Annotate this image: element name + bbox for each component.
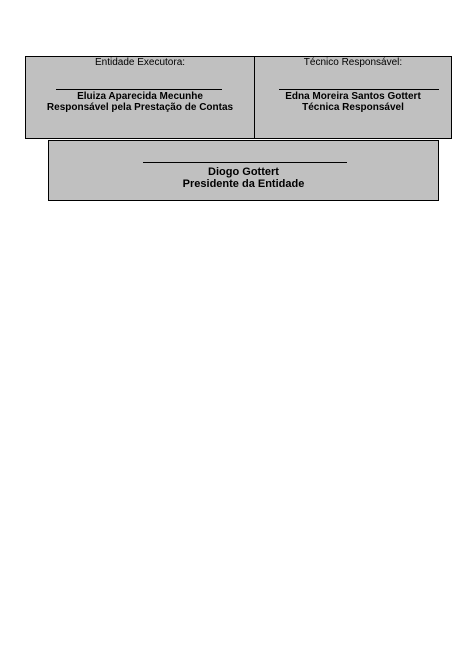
executor-role: Responsável pela Prestação de Contas — [46, 102, 234, 113]
technician-signature-box — [254, 56, 452, 139]
technician-signature-line — [279, 89, 439, 90]
president-role: Presidente da Entidade — [182, 178, 305, 190]
president-name: Diogo Gottert — [208, 166, 279, 178]
president-signature-box — [48, 140, 439, 201]
executor-signature-line — [56, 89, 222, 90]
executor-name: Eluiza Aparecida Mecunhe — [77, 91, 203, 102]
executor-signature-box — [25, 56, 255, 139]
technician-caption: Técnico Responsável: — [303, 57, 403, 68]
president-signature-line — [143, 162, 347, 163]
technician-name: Edna Moreira Santos Gottert — [285, 91, 421, 102]
technician-role: Técnica Responsável — [302, 102, 404, 113]
executor-caption: Entidade Executora: — [94, 57, 186, 68]
